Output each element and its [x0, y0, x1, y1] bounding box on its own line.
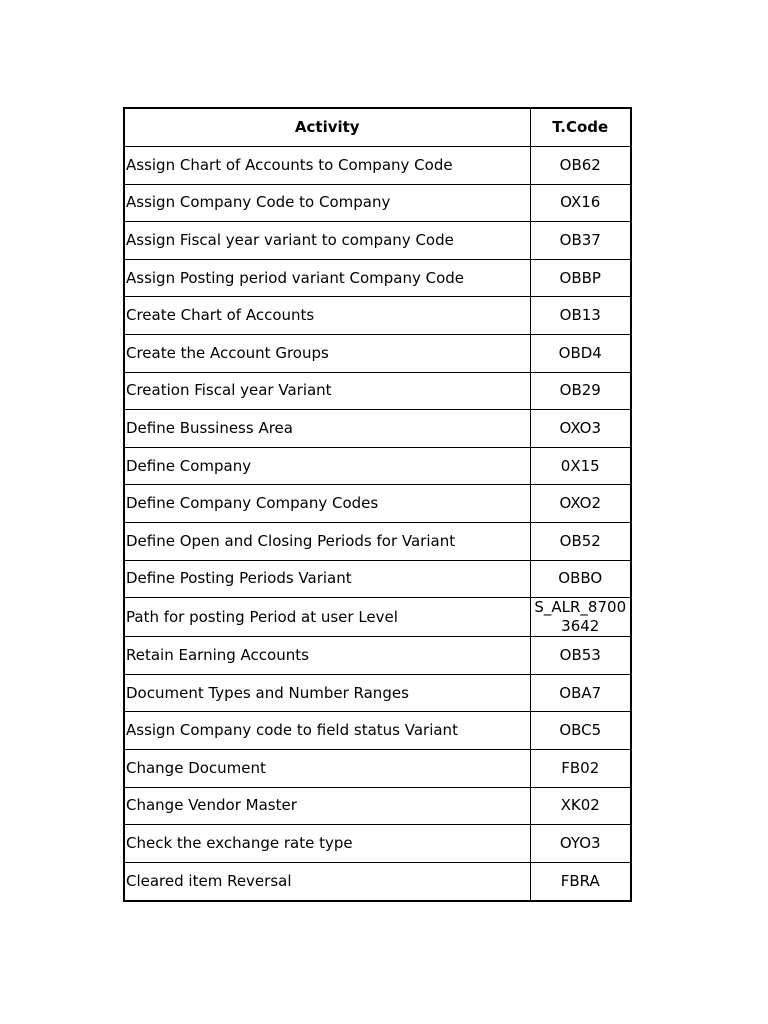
tcode-cell: OX16 — [530, 184, 630, 222]
activity-cell: Assign Fiscal year variant to company Code — [125, 222, 530, 260]
tcode-cell: FB02 — [530, 750, 630, 788]
activity-cell: Assign Chart of Accounts to Company Code — [125, 147, 530, 185]
table-row — [125, 825, 630, 863]
table-row — [125, 222, 630, 260]
activity-cell: Assign Company Code to Company — [125, 184, 530, 222]
table-row — [125, 485, 630, 523]
activity-cell: Check the exchange rate type — [125, 825, 530, 863]
activity-cell: Assign Company code to field status Variant — [125, 712, 530, 750]
tcode-cell: OB62 — [530, 147, 630, 185]
activity-cell: Path for posting Period at user Level — [125, 598, 530, 637]
activity-cell: Define Bussiness Area — [125, 410, 530, 448]
activity-cell: Create Chart of Accounts — [125, 297, 530, 335]
table-row — [125, 712, 630, 750]
activity-cell: Retain Earning Accounts — [125, 637, 530, 675]
table-row — [125, 637, 630, 675]
tcode-cell: 0X15 — [530, 447, 630, 485]
tcode-cell: OB37 — [530, 222, 630, 260]
tcode-cell: XK02 — [530, 787, 630, 825]
table-row — [125, 147, 630, 185]
tcode-cell: OYO3 — [530, 825, 630, 863]
activity-cell: Change Document — [125, 750, 530, 788]
table-row — [125, 335, 630, 373]
tcode-cell: OBD4 — [530, 335, 630, 373]
tcode-cell: OBA7 — [530, 674, 630, 712]
table-row — [125, 862, 630, 900]
table-row — [125, 523, 630, 561]
activity-cell: Change Vendor Master — [125, 787, 530, 825]
activity-cell: Define Company Company Codes — [125, 485, 530, 523]
tcode-cell: OBBP — [530, 259, 630, 297]
tcode-cell: OB52 — [530, 523, 630, 561]
tcode-cell: OBC5 — [530, 712, 630, 750]
table-row — [125, 447, 630, 485]
activity-tcode-table-frame — [123, 107, 632, 902]
activity-tcode-table — [125, 109, 630, 900]
tcode-cell: OB29 — [530, 372, 630, 410]
table-row — [125, 372, 630, 410]
tcode-cell: OXO3 — [530, 410, 630, 448]
activity-cell: Document Types and Number Ranges — [125, 674, 530, 712]
activity-cell: Define Posting Periods Variant — [125, 560, 530, 598]
table-row — [125, 184, 630, 222]
table-row — [125, 787, 630, 825]
tcode-cell: S_ALR_87003642 — [530, 598, 630, 637]
activity-cell: Define Company — [125, 447, 530, 485]
activity-cell: Define Open and Closing Periods for Variant — [125, 523, 530, 561]
tcode-cell: OBBO — [530, 560, 630, 598]
tcode-cell: OB53 — [530, 637, 630, 675]
table-row — [125, 750, 630, 788]
activity-cell: Cleared item Reversal — [125, 862, 530, 900]
header-row — [125, 109, 630, 147]
table-row — [125, 560, 630, 598]
table-row — [125, 259, 630, 297]
tcode-cell: OB13 — [530, 297, 630, 335]
tcode-column-header: T.Code — [530, 109, 630, 147]
table-row — [125, 598, 630, 637]
tcode-cell: FBRA — [530, 862, 630, 900]
table-row — [125, 674, 630, 712]
tcode-cell: OXO2 — [530, 485, 630, 523]
activity-column-header: Activity — [125, 109, 530, 147]
activity-cell: Create the Account Groups — [125, 335, 530, 373]
table-row — [125, 297, 630, 335]
table-row — [125, 410, 630, 448]
activity-cell: Creation Fiscal year Variant — [125, 372, 530, 410]
activity-cell: Assign Posting period variant Company Code — [125, 259, 530, 297]
